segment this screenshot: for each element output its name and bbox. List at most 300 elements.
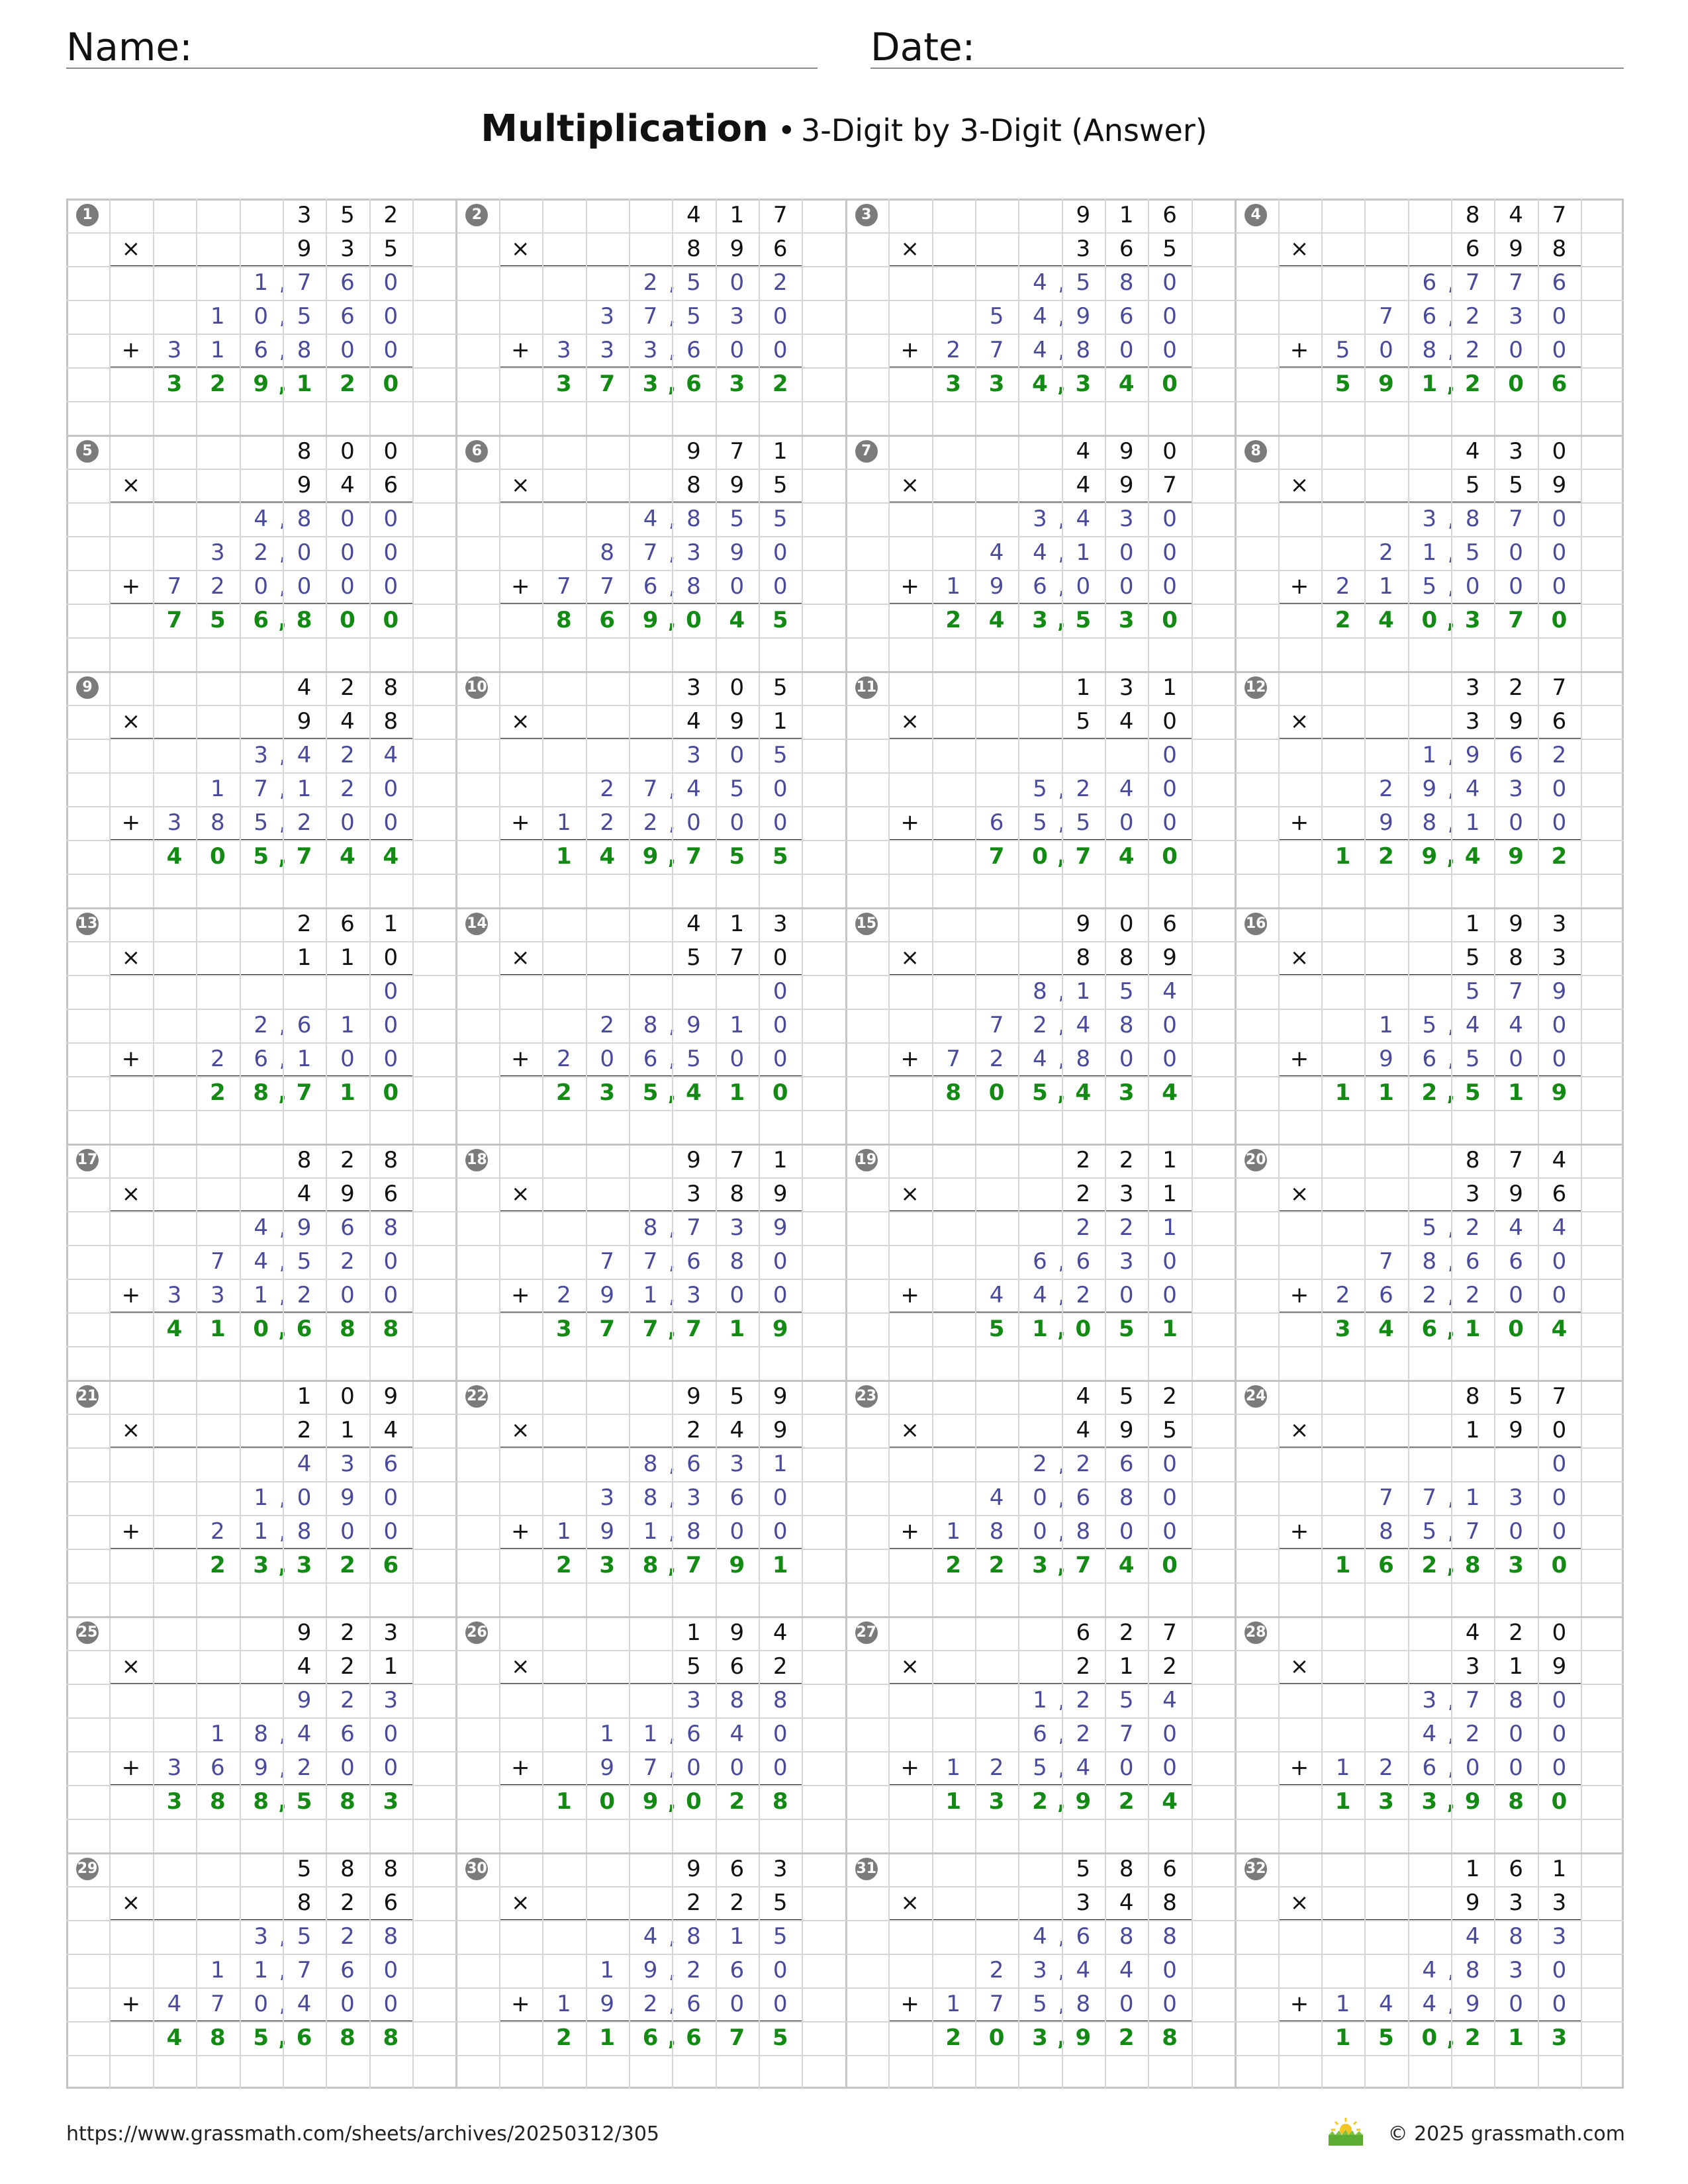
partial-product-digit: 3 [686, 1484, 701, 1511]
partial-product-digit: 6 [1552, 269, 1567, 296]
partial-product-digit: 3 [729, 303, 745, 330]
answer-digit: 3 [1464, 607, 1481, 633]
partial-product-digit: 0 [1552, 1754, 1567, 1781]
partial-product-digit: 2 [989, 1046, 1004, 1072]
grid-hline [66, 1245, 1624, 1246]
multiplicand-digit: 8 [383, 1856, 399, 1882]
partial-product-digit: 4 [1465, 776, 1480, 802]
multiplier-digit: 4 [297, 1181, 312, 1207]
partial-product-digit: 7 [167, 573, 182, 600]
problem-number-badge: 29 [76, 1858, 99, 1880]
multiplicand-digit: 7 [773, 202, 788, 228]
partial-product-digit: 4 [1162, 978, 1177, 1005]
multiplicand-digit: 4 [686, 911, 701, 937]
partial-product-digit: 9 [600, 1282, 614, 1308]
multiplicand-digit: 9 [686, 438, 701, 465]
partial-product-digit: 4 [643, 1923, 658, 1950]
multiplicand-digit: 1 [1076, 674, 1091, 701]
partial-product-digit: 7 [1422, 1484, 1437, 1511]
answer-digit: 1 [1335, 2025, 1351, 2051]
problem-number-badge: 4 [1244, 204, 1267, 226]
partial-product-digit: 0 [1552, 1046, 1567, 1072]
answer-digit: 1 [1032, 1316, 1048, 1342]
problem-number-badge: 23 [855, 1385, 878, 1408]
partial-product-digit: 6 [340, 1214, 355, 1241]
partial-product-digit: 5 [297, 303, 312, 330]
partial-product-digit: 2 [1465, 1282, 1480, 1308]
problem-number-badge: 22 [465, 1385, 488, 1408]
partial-product-digit: 4 [686, 776, 701, 802]
partial-product-digit-comma: , [668, 1991, 676, 2017]
partial-product-digit: 9 [1465, 742, 1480, 768]
answer-digit: 8 [383, 2025, 399, 2051]
partial-product-digit: 3 [729, 1451, 745, 1477]
answer-digit: 4 [166, 843, 183, 870]
answer-digit: 8 [1464, 1552, 1481, 1578]
partial-product-digit: 4 [1076, 506, 1091, 532]
multiplicand-digit: 6 [729, 1856, 745, 1882]
answer-digit: 3 [1421, 1788, 1438, 1815]
multiplier-digit: 8 [686, 236, 701, 262]
partial-product-digit: 1 [297, 776, 312, 802]
answer-digit: 5 [772, 607, 788, 633]
answer-digit: 9 [1508, 843, 1524, 870]
partial-product-digit: 2 [1465, 1214, 1480, 1241]
answer-digit-comma: , [1057, 1079, 1066, 1106]
grid-hline [66, 1076, 1624, 1077]
answer-digit: 1 [1335, 843, 1351, 870]
partial-product-digit: 7 [1465, 1687, 1480, 1713]
partial-product-digit-comma: , [279, 303, 287, 330]
partial-product-digit: 8 [1509, 1923, 1523, 1950]
partial-product-digit: 4 [989, 1484, 1004, 1511]
partial-product-digit: 3 [1422, 1687, 1437, 1713]
partial-product-digit-comma: , [668, 573, 676, 600]
answer-digit: 0 [1508, 371, 1524, 397]
grid-hline [66, 604, 1624, 605]
multiplier-digit: 1 [1119, 1653, 1134, 1680]
partial-product-digit: 8 [297, 506, 312, 532]
partial-product-digit-comma: , [1058, 1282, 1066, 1308]
partial-product-digit-comma: , [1058, 1754, 1066, 1781]
answer-digit: 3 [599, 1079, 616, 1106]
answer-digit: 2 [772, 371, 788, 397]
answer-digit: 0 [1551, 1552, 1568, 1578]
multiplicand-digit: 3 [383, 1619, 399, 1646]
answer-digit: 1 [1421, 371, 1438, 397]
problem-number-badge: 3 [855, 204, 878, 226]
grid-hline [66, 367, 1624, 369]
answer-digit: 3 [1551, 2025, 1568, 2051]
multiplier-digit: 1 [340, 1417, 355, 1443]
partial-product-digit: 0 [1552, 303, 1567, 330]
partial-product-digit: 3 [1119, 1248, 1134, 1275]
answer-digit: 7 [296, 1079, 312, 1106]
answer-digit: 1 [1335, 1552, 1351, 1578]
answer-digit: 3 [988, 1788, 1005, 1815]
grid-hline [66, 1144, 1624, 1146]
multiplicand-digit: 0 [340, 1383, 355, 1410]
partial-product-digit: 2 [600, 809, 614, 836]
partial-product-digit: 0 [1509, 1991, 1523, 2017]
multiplier-digit: 7 [729, 944, 745, 971]
multiplicand-digit: 4 [297, 674, 312, 701]
multiplicand-digit: 2 [297, 911, 312, 937]
answer-digit: 1 [555, 843, 572, 870]
multiplicand-digit: 3 [1119, 674, 1134, 701]
partial-product-digit-comma: , [1447, 1214, 1455, 1241]
answer-digit: 1 [1335, 1788, 1351, 1815]
multiplicand-digit: 2 [340, 674, 355, 701]
partial-product-digit: 5 [1422, 1518, 1437, 1545]
answer-digit: 3 [1378, 1788, 1394, 1815]
partial-product-digit: 6 [340, 1721, 355, 1747]
partial-product-digit: 0 [1162, 809, 1177, 836]
partial-product-digit: 7 [600, 1248, 614, 1275]
answer-digit: 2 [209, 1552, 226, 1578]
multiplicand-digit: 5 [729, 1383, 745, 1410]
partial-product-digit: 2 [297, 809, 312, 836]
partial-product-digit: 0 [729, 1282, 745, 1308]
partial-product-digit: 0 [340, 1754, 355, 1781]
answer-digit: 8 [772, 1788, 788, 1815]
partial-product-digit-comma: , [1058, 1923, 1066, 1950]
partial-product-digit: 4 [1033, 1046, 1047, 1072]
problem-number-badge: 6 [465, 440, 488, 463]
answer-digit: 5 [1335, 371, 1351, 397]
partial-product-digit: 5 [1033, 776, 1047, 802]
answer-digit: 0 [1162, 607, 1178, 633]
problem-number-badge: 30 [465, 1858, 488, 1880]
answer-digit: 2 [945, 607, 962, 633]
partial-product-digit-comma: , [668, 1957, 676, 1983]
partial-product-digit: 7 [989, 1991, 1004, 2017]
partial-product-digit: 8 [1033, 978, 1047, 1005]
partial-product-digit-comma: , [1058, 978, 1066, 1005]
partial-product-digit-comma: , [668, 337, 676, 363]
partial-product-digit: 4 [297, 1721, 312, 1747]
multiplier-digit: 9 [1552, 472, 1567, 498]
answer-digit: 2 [1421, 1552, 1438, 1578]
multiplier-digit: 7 [1162, 472, 1177, 498]
partial-product-digit: 5 [297, 1248, 312, 1275]
grid-hline [66, 1515, 1624, 1516]
multiplicand-digit: 2 [1162, 1383, 1177, 1410]
answer-digit: 3 [383, 1788, 399, 1815]
partial-product-digit: 6 [729, 1484, 745, 1511]
partial-product-digit: 3 [1119, 506, 1134, 532]
partial-product-digit: 8 [686, 506, 701, 532]
partial-product-digit: 0 [1076, 573, 1091, 600]
multiplier-digit: 5 [1162, 236, 1177, 262]
answer-digit: 9 [1075, 2025, 1092, 2051]
problem-number-badge: 21 [76, 1385, 99, 1408]
partial-product-digit-comma: , [668, 1451, 676, 1477]
multiplicand-digit: 8 [1465, 202, 1480, 228]
partial-product-digit: 1 [210, 337, 225, 363]
answer-digit: 7 [599, 371, 616, 397]
partial-product-digit: 8 [686, 1518, 701, 1545]
answer-digit: 7 [1508, 607, 1524, 633]
answer-digit: 0 [340, 607, 355, 633]
partial-product-digit-comma: , [668, 1248, 676, 1275]
multiplier-digit: 4 [1076, 472, 1091, 498]
answer-digit: 0 [1162, 1552, 1178, 1578]
grid-hline [66, 1954, 1624, 1955]
multiplicand-digit: 5 [773, 674, 788, 701]
multiplicand-digit: 8 [1119, 1856, 1134, 1882]
partial-product-digit: 1 [556, 809, 571, 836]
partial-product-digit: 1 [1379, 573, 1393, 600]
multiplicand-digit: 1 [1162, 1147, 1177, 1173]
multiplicand-digit: 4 [1509, 202, 1523, 228]
partial-product-digit-comma: , [668, 1012, 676, 1038]
partial-product-digit: 7 [989, 1012, 1004, 1038]
grid-hline [66, 300, 1624, 301]
partial-product-digit: 5 [1119, 1687, 1134, 1713]
multiplicand-digit: 0 [729, 674, 745, 701]
partial-product-digit-comma: , [279, 1248, 287, 1275]
multiplier-digit: 5 [686, 944, 701, 971]
answer-digit-comma: , [278, 2025, 287, 2051]
partial-product-digit: 0 [773, 539, 788, 566]
partial-product-digit: 0 [340, 539, 355, 566]
partial-product-digit-comma: , [279, 1991, 287, 2017]
times-sign: × [900, 708, 919, 735]
partial-product-digit: 1 [210, 1957, 225, 1983]
problem-number-badge: 26 [465, 1621, 488, 1644]
answer-digit: 9 [253, 371, 269, 397]
partial-product-digit: 6 [1033, 573, 1047, 600]
partial-product-digit: 3 [600, 303, 614, 330]
partial-product-digit: 4 [167, 1991, 182, 2017]
partial-product-digit: 7 [643, 1754, 658, 1781]
multiplier-digit: 6 [1552, 1181, 1567, 1207]
answer-digit: 5 [253, 2025, 269, 2051]
partial-product-digit: 6 [686, 1991, 701, 2017]
grid-hline [66, 705, 1624, 706]
multiplier-digit: 1 [340, 944, 355, 971]
partial-product-digit: 0 [1552, 506, 1567, 532]
partial-product-digit-comma: , [1058, 1721, 1066, 1747]
multiplicand-digit: 1 [383, 911, 399, 937]
problem-number-badge: 11 [855, 676, 878, 699]
answer-digit: 5 [1118, 1316, 1135, 1342]
multiplicand-digit: 9 [1076, 911, 1091, 937]
partial-product-digit: 8 [297, 1518, 312, 1545]
answer-digit: 8 [209, 1788, 226, 1815]
partial-product-digit: 2 [1076, 1214, 1091, 1241]
answer-digit: 1 [729, 1079, 745, 1106]
partial-product-digit: 0 [383, 269, 399, 296]
answer-digit-comma: , [278, 1788, 287, 1815]
grid-hline [66, 975, 1624, 976]
partial-product-digit: 6 [340, 269, 355, 296]
partial-product-digit: 1 [254, 269, 268, 296]
partial-product-digit: 0 [254, 303, 268, 330]
partial-product-digit-comma: , [1447, 742, 1455, 768]
multiplicand-digit: 1 [1162, 674, 1177, 701]
multiplicand-digit: 0 [1119, 911, 1134, 937]
partial-product-digit: 4 [643, 506, 658, 532]
partial-product-digit-comma: , [1447, 1282, 1455, 1308]
partial-product-digit: 3 [643, 337, 658, 363]
partial-product-digit: 1 [729, 1012, 745, 1038]
partial-product-digit: 0 [1162, 1957, 1177, 1983]
partial-product-digit: 5 [729, 506, 745, 532]
partial-product-digit: 9 [686, 1012, 701, 1038]
partial-product-digit: 6 [383, 1451, 399, 1477]
multiplicand-digit: 3 [773, 1856, 788, 1882]
times-sign: × [121, 1181, 141, 1207]
partial-product-digit: 6 [643, 1046, 658, 1072]
multiplier-digit: 9 [297, 708, 312, 735]
partial-product-digit: 7 [643, 303, 658, 330]
times-sign: × [900, 1889, 919, 1916]
name-line [66, 68, 818, 69]
partial-product-digit: 2 [989, 1754, 1004, 1781]
partial-product-digit-comma: , [1447, 1687, 1455, 1713]
partial-product-digit-comma: , [668, 539, 676, 566]
answer-digit: 3 [1335, 1316, 1351, 1342]
answer-digit: 6 [1378, 1552, 1394, 1578]
partial-product-digit: 0 [729, 1518, 745, 1545]
partial-product-digit: 0 [773, 303, 788, 330]
multiplicand-digit: 3 [1509, 438, 1523, 465]
partial-product-digit: 6 [1422, 303, 1437, 330]
partial-product-digit: 9 [643, 1957, 658, 1983]
footer-url[interactable]: https://www.grassmath.com/sheets/archives/20250312/305 [66, 2122, 660, 2146]
partial-product-digit: 7 [1509, 978, 1523, 1005]
answer-digit: 3 [166, 1788, 183, 1815]
partial-product-digit: 8 [383, 1214, 399, 1241]
partial-product-digit: 2 [1465, 337, 1480, 363]
times-sign: × [511, 1653, 530, 1680]
grid-hline [66, 266, 1624, 267]
partial-product-digit: 7 [297, 269, 312, 296]
multiplier-digit: 4 [383, 1417, 399, 1443]
multiplier-digit: 3 [686, 1181, 701, 1207]
partial-product-digit: 7 [1465, 269, 1480, 296]
partial-product-digit: 0 [773, 573, 788, 600]
partial-product-digit: 7 [643, 776, 658, 802]
answer-digit: 1 [209, 1316, 226, 1342]
multiplicand-digit: 0 [383, 438, 399, 465]
partial-product-digit: 0 [1552, 1991, 1567, 2017]
partial-product-digit-comma: , [1447, 303, 1455, 330]
answer-digit: 9 [642, 843, 659, 870]
answer-digit: 0 [253, 1316, 269, 1342]
partial-product-digit: 4 [1162, 1687, 1177, 1713]
multiplicand-digit: 1 [773, 438, 788, 465]
partial-product-digit: 0 [383, 1282, 399, 1308]
partial-product-digit: 7 [643, 1248, 658, 1275]
multiplicand-digit: 4 [1552, 1147, 1567, 1173]
partial-product-digit: 0 [1509, 1282, 1523, 1308]
answer-digit: 3 [1032, 2025, 1048, 2051]
partial-product-digit: 9 [254, 1754, 268, 1781]
answer-digit-comma: , [278, 1079, 287, 1106]
partial-product-digit: 3 [254, 742, 268, 768]
title-subtitle: 3-Digit by 3-Digit (Answer) [800, 113, 1207, 148]
answer-digit: 3 [599, 1552, 616, 1578]
partial-product-digit: 8 [600, 539, 614, 566]
answer-digit-comma: , [1446, 371, 1456, 397]
answer-digit: 0 [1421, 607, 1438, 633]
answer-digit: 3 [1118, 607, 1135, 633]
answer-digit: 7 [1075, 843, 1092, 870]
partial-product-digit-comma: , [1058, 1687, 1066, 1713]
grid-hline [66, 1684, 1624, 1685]
partial-product-digit: 6 [1379, 1282, 1393, 1308]
partial-product-digit: 4 [989, 1282, 1004, 1308]
partial-product-digit: 6 [686, 1451, 701, 1477]
partial-product-digit: 8 [1119, 1012, 1134, 1038]
answer-digit: 0 [1162, 371, 1178, 397]
answer-digit: 6 [1551, 371, 1568, 397]
partial-product-digit: 0 [383, 1721, 399, 1747]
partial-product-digit: 0 [600, 1046, 614, 1072]
partial-product-digit: 6 [1119, 1451, 1134, 1477]
partial-product-digit: 6 [686, 1721, 701, 1747]
partial-product-digit: 1 [210, 1721, 225, 1747]
multiplicand-digit: 3 [297, 202, 312, 228]
plus-sign: + [1289, 809, 1309, 836]
plus-sign: + [511, 337, 530, 363]
answer-digit: 8 [340, 2025, 355, 2051]
times-sign: × [900, 1181, 919, 1207]
partial-product-digit: 2 [254, 1012, 268, 1038]
multiplicand-digit: 5 [1119, 1383, 1134, 1410]
partial-product-digit: 0 [1119, 1754, 1134, 1781]
answer-digit: 1 [555, 1788, 572, 1815]
answer-digit: 8 [555, 607, 572, 633]
answer-digit: 4 [166, 2025, 183, 2051]
partial-product-digit-comma: , [1447, 506, 1455, 532]
multiplicand-digit: 0 [1162, 438, 1177, 465]
plus-sign: + [511, 1282, 530, 1308]
partial-product-digit-comma: , [668, 1754, 676, 1781]
times-sign: × [900, 236, 919, 262]
plus-sign: + [1289, 1046, 1309, 1072]
grid-hline [66, 232, 1624, 234]
times-sign: × [1289, 1181, 1309, 1207]
partial-product-digit: 0 [383, 1754, 399, 1781]
grid-hline [66, 739, 1624, 740]
multiplier-digit: 6 [1552, 708, 1567, 735]
partial-product-digit: 0 [1552, 337, 1567, 363]
times-sign: × [511, 944, 530, 971]
answer-digit: 8 [1508, 1788, 1524, 1815]
partial-product-digit: 2 [989, 1957, 1004, 1983]
partial-product-digit: 0 [773, 1046, 788, 1072]
partial-product-digit-comma: , [668, 1046, 676, 1072]
partial-product-digit: 9 [773, 1214, 788, 1241]
partial-product-digit-comma: , [1058, 337, 1066, 363]
partial-product-digit: 0 [773, 1991, 788, 2017]
partial-product-digit: 4 [1033, 1282, 1047, 1308]
answer-digit: 2 [988, 1552, 1005, 1578]
partial-product-digit: 0 [1509, 1721, 1523, 1747]
answer-digit-comma: , [1446, 1552, 1456, 1578]
partial-product-digit-comma: , [1058, 1484, 1066, 1511]
multiplier-digit: 2 [1162, 1653, 1177, 1680]
problem-number-badge: 16 [1244, 913, 1267, 935]
partial-product-digit: 0 [1119, 337, 1134, 363]
multiplier-digit: 8 [1162, 1889, 1177, 1916]
problem-number-badge: 1 [76, 204, 99, 226]
partial-product-digit: 6 [1076, 1248, 1091, 1275]
